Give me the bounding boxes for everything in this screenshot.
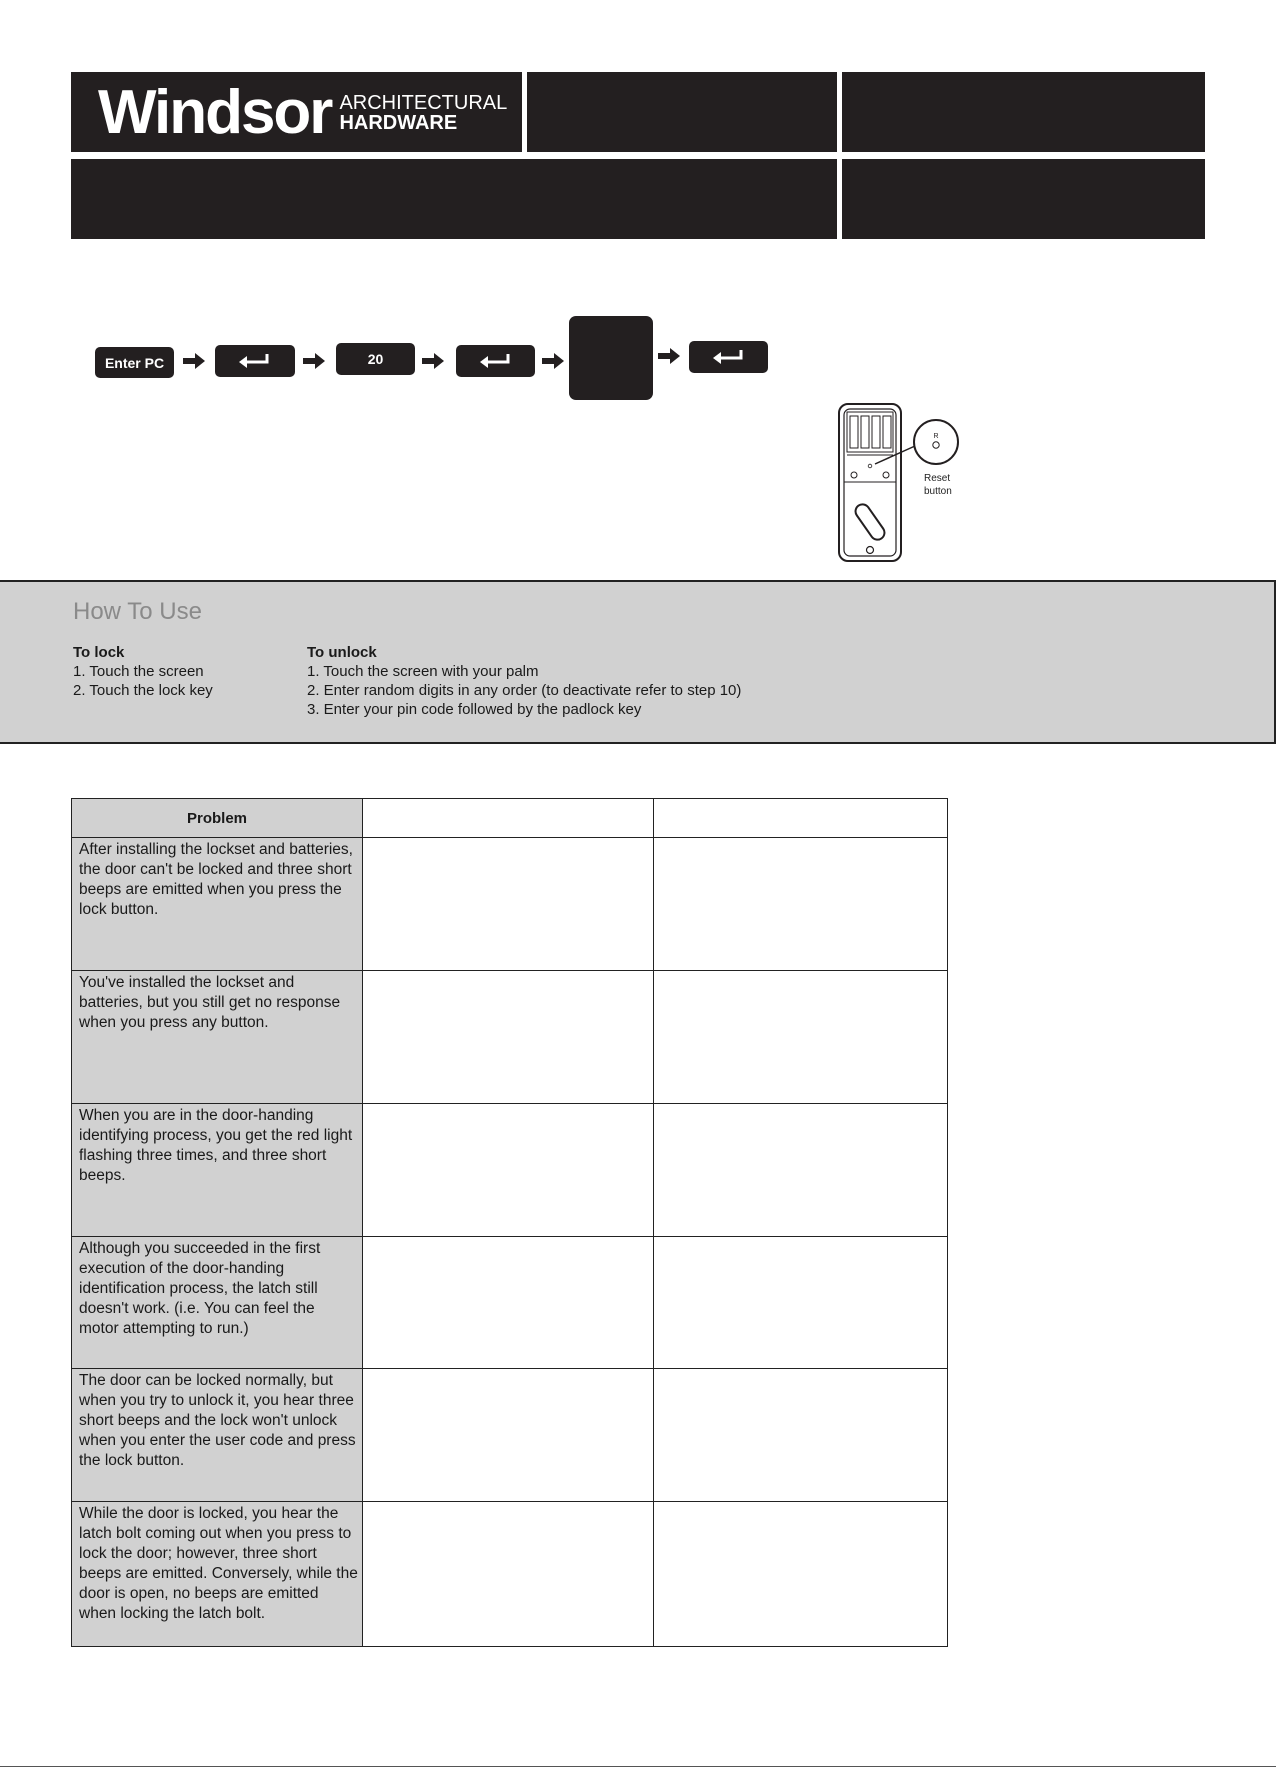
arrow-right-icon [542,353,564,369]
footer-rule [0,1766,1276,1767]
header-column-2 [363,799,654,838]
problem-cell: While the door is locked, you hear the latch bolt coming out when you press to lock the door; however, three short beeps are emitted. Conversely, while the door is open, no beeps are emitted when locking the latch bolt. [72,1502,363,1647]
lock-step: 2. Touch the lock key [73,682,213,699]
troubleshooting-table [71,798,948,1647]
logo-subtitle-line2: HARDWARE [339,112,458,134]
enter-key-icon [237,352,273,370]
empty-cell [654,1237,948,1369]
table-row [72,1104,948,1237]
reset-button-label [924,472,952,498]
unlock-step: 3. Enter your pin code followed by the padlock key [307,701,642,718]
flow-key-label: 20 [367,351,384,367]
problem-cell: You've installed the lockset and batteries, but you still get no response when you press any button. [72,971,363,1104]
header-problem: Problem [72,799,363,838]
header-block-right [842,72,1205,152]
enter-key-icon [711,348,747,366]
lock-instructions [73,643,213,700]
unlock-instructions [307,643,741,719]
empty-cell [363,1502,654,1647]
problem-cell: When you are in the door-handing identifying process, you get the red light flashing three times, and three short beeps. [72,1104,363,1237]
empty-cell [363,1369,654,1502]
unlock-step: 1. Touch the screen with your palm [307,663,539,680]
table-row [72,1369,948,1502]
flow-key-enter [215,345,295,377]
reset-label-line2: button [924,486,952,497]
arrow-right-icon [303,353,325,369]
problem-cell: The door can be locked normally, but when you try to unlock it, you hear three short beeps and the lock won't unlock when you enter the user code and press the lock button. [72,1369,363,1502]
empty-cell [654,838,948,971]
title-bar [71,159,837,239]
logo-wordmark: Windsor [98,78,332,147]
table-row [72,838,948,971]
logo-subtitle-line1: ARCHITECTURAL [339,92,508,114]
unlock-step: 2. Enter random digits in any order (to deactivate refer to step 10) [307,682,742,699]
unlock-heading: To unlock [307,644,377,661]
flow-key-blank [569,316,653,400]
empty-cell [654,1104,948,1237]
table-row [72,971,948,1104]
empty-cell [363,971,654,1104]
flow-key-enter-pc [95,347,174,378]
problem-cell: After installing the lockset and batteries, the door can't be locked and three short beeps are emitted when you press the lock button. [72,838,363,971]
arrow-right-icon [183,353,205,369]
flow-key-label: Enter PC [104,354,165,371]
flow-key-enter [456,345,535,377]
arrow-right-icon [658,348,680,364]
empty-cell [363,1104,654,1237]
empty-cell [654,1369,948,1502]
flow-key-20 [336,343,415,375]
reset-label-line1: Reset [924,473,951,484]
flow-key-enter [689,341,768,373]
table-row [72,1237,948,1369]
table-row [72,1502,948,1647]
empty-cell [363,838,654,971]
header-block-middle [527,72,837,152]
windsor-logo [98,78,508,147]
lock-step: 1. Touch the screen [73,663,204,680]
title-bar-right [842,159,1205,239]
header-column-3 [654,799,948,838]
lock-heading: To lock [73,644,125,661]
table-header-row [72,799,948,838]
empty-cell [654,1502,948,1647]
problem-cell: Although you succeeded in the first execution of the door-handing identification process, the latch still doesn't work. (i.e. You can feel the motor attempting to run.) [72,1237,363,1369]
enter-key-icon [478,352,514,370]
empty-cell [654,971,948,1104]
logo-subtitle [339,93,507,133]
reset-marker: R [933,433,939,440]
how-to-use-title: How To Use [73,598,202,625]
arrow-right-icon [422,353,444,369]
empty-cell [363,1237,654,1369]
